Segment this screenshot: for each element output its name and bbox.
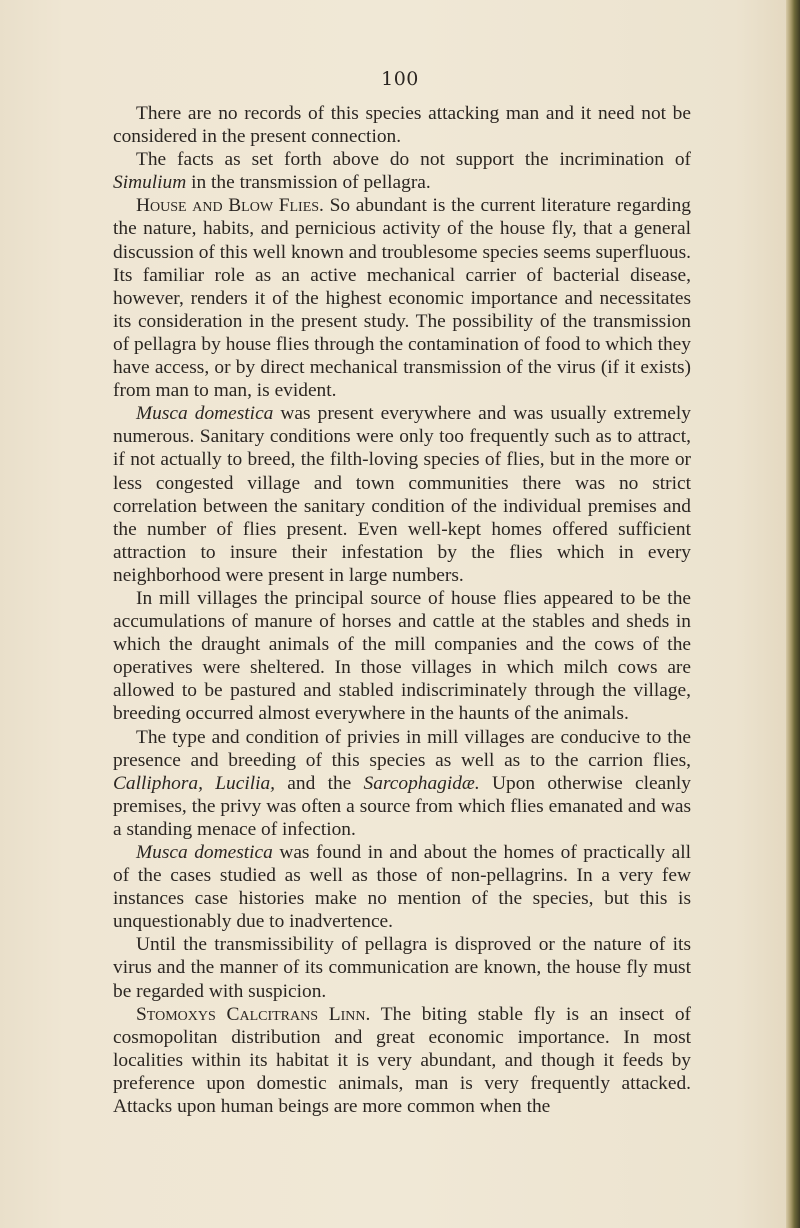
body-text — [113, 102, 691, 1118]
section-heading: House and Blow Flies. — [136, 195, 324, 217]
paragraph: Musca domestica was found in and about the homes of practically all of the cases studied as well as those of non-pellagrins. In a very few instances case histories make no mention of the species, but this is unquestionably due to inadvertence. — [113, 842, 692, 933]
section-heading: Stomoxys Calcitrans Linn. — [136, 1003, 371, 1025]
paragraph: Stomoxys Calcitrans Linn. The biting stable fly is an insect of cosmopolitan distribution and great economic importance. In most localities within its habitat it is very abundant, and though it feeds by preference upon domestic animals, man is very frequently attacked. Attacks upon human beings are more common when the — [113, 1003, 691, 1118]
species-name: Sarcophagidæ. — [363, 772, 480, 794]
paragraph: There are no records of this species attacking man and it need not be considered in the present connection. — [113, 103, 691, 148]
species-name: Musca domestica — [136, 403, 274, 425]
page-edge-shadow — [786, 0, 800, 1228]
species-name: Calliphora, Lucilia, — [113, 772, 276, 794]
species-name: Simulium — [113, 172, 187, 194]
page-number: 100 — [381, 68, 419, 90]
paragraph: House and Blow Flies. So abundant is the current literature regarding the nature, habits, and pernicious activity of the house fly, that a general discussion of this well known and troublesome species seems superfluous. Its familiar role as an active mechanical carrier of bacterial disease, however, renders it of the highest economic importance and necessitates its consideration in the present study. The possibility of the transmission of pellagra by house flies through the contamination of food to which they have access, or by direct mechanical transmission of the virus (if it exists) from man to man, is evident. — [113, 195, 692, 402]
paragraph: Until the transmissibility of pellagra is disproved or the nature of its virus and the manner of its communication are known, the house fly must be regarded with suspicion. — [113, 934, 691, 1002]
paragraph: The type and condition of privies in mill villages are conducive to the presence and breeding of this species as well as to the carrion flies, Calliphora, Lucilia, and the Sarcophagidæ. Upon otherwise cleanly premises, the privy was often a source from which flies emanated and was a standing menace of infection. — [113, 726, 691, 840]
paragraph: The facts as set forth above do not support the incrimination of Simulium in the transmission of pellagra. — [113, 149, 691, 194]
species-name: Musca domestica — [136, 842, 273, 863]
paragraph: Musca domestica was present everywhere and was usually extremely numerous. Sanitary conditions were only too frequently such as to attract, if not actually to breed, the filth-loving species of flies, but in the more or less congested village and town communities there was no strict correlation between the sanitary condition of the individual premises and the number of flies present. Even well-kept homes offered sufficient attraction to insure their infestation by the flies which in every neighborhood were present in large numbers. — [113, 403, 691, 586]
paragraph: In mill villages the principal source of house flies appeared to be the accumulations of manure of horses and cattle at the stables and sheds in which the draught animals of the mill companies and the cows of the operatives were sheltered. In those villages in which milch cows are allowed to be pastured and stabled indiscriminately through the village, breeding occurred almost everywhere in the haunts of the animals. — [113, 587, 691, 725]
